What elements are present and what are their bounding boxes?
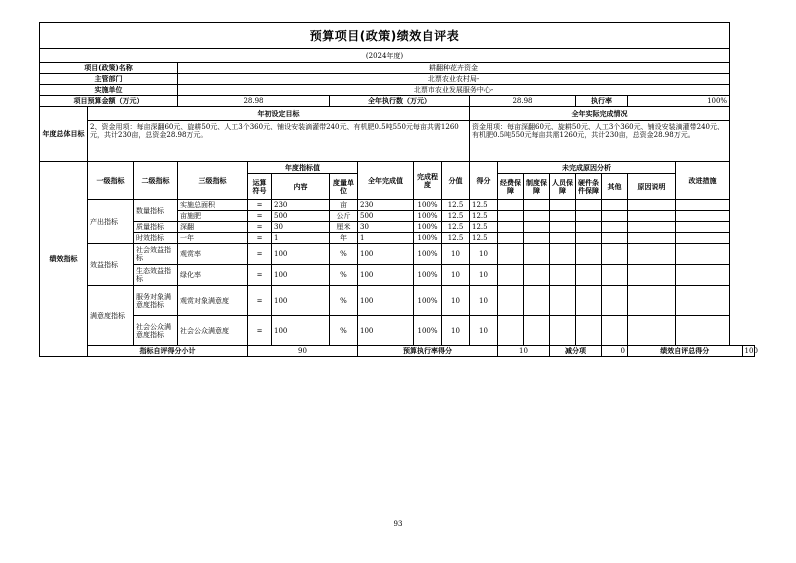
- score-cell: 10: [442, 265, 470, 286]
- total-score-value: 100: [742, 346, 754, 357]
- improvement-header: 改进措施: [676, 162, 730, 200]
- empty-cell: [498, 244, 524, 265]
- done-cell: 100: [358, 286, 414, 316]
- reason-analysis-header: 未完成原因分析: [498, 162, 676, 174]
- degree-cell: 100%: [414, 200, 442, 211]
- done-cell: 100: [358, 316, 414, 346]
- table-row: [40, 244, 755, 265]
- annual-done-header: 全年完成值: [358, 162, 414, 200]
- empty-cell: [628, 200, 676, 211]
- page-number: 93: [393, 520, 403, 528]
- empty-cell: [576, 316, 602, 346]
- project-name-value: 耕翻种花卉资金: [178, 63, 730, 74]
- done-cell: 100: [358, 244, 414, 265]
- empty-cell: [550, 316, 576, 346]
- empty-cell: [676, 200, 730, 211]
- unit-cell: %: [330, 316, 358, 346]
- empty-cell: [498, 200, 524, 211]
- done-cell: 1: [358, 233, 414, 244]
- unit-cell: %: [330, 265, 358, 286]
- level2-cell: 服务对象满意度指标: [134, 286, 178, 316]
- level2-cell: 质量指标: [134, 222, 178, 233]
- empty-cell: [576, 265, 602, 286]
- operator-cell: =: [248, 244, 272, 265]
- empty-cell: [628, 316, 676, 346]
- got-cell: 12.5: [470, 222, 498, 233]
- empty-cell: [498, 211, 524, 222]
- empty-cell: [676, 316, 730, 346]
- got-score-header: 得分: [470, 162, 498, 200]
- empty-cell: [498, 316, 524, 346]
- satisfaction-indicator-group: 满意度指标: [88, 286, 134, 346]
- empty-cell: [602, 233, 628, 244]
- empty-cell: [498, 265, 524, 286]
- empty-cell: [524, 222, 550, 233]
- total-score-label: 绩效自评总得分: [628, 346, 743, 357]
- funding-guarantee-header: 经费保障: [498, 174, 524, 200]
- level1-header: 一级指标: [88, 162, 134, 200]
- content-cell: 100: [272, 265, 330, 286]
- budget-amount-value: 28.98: [178, 96, 330, 107]
- unit-cell: %: [330, 244, 358, 265]
- empty-cell: [550, 265, 576, 286]
- empty-cell: [628, 265, 676, 286]
- department-value: 北票农业农村局-: [178, 74, 730, 85]
- level3-cell: 社会公众满意度: [178, 316, 248, 346]
- budget-execution-score-label: 预算执行率得分: [358, 346, 498, 357]
- empty-cell: [602, 222, 628, 233]
- content-cell: 100: [272, 316, 330, 346]
- score-cell: 10: [442, 244, 470, 265]
- form-year: (2024年度): [40, 49, 730, 63]
- empty-cell: [602, 200, 628, 211]
- self-evaluation-form: [39, 22, 758, 393]
- indicator-subtotal-value: 90: [248, 346, 358, 357]
- actual-completion-header: 全年实际完成情况: [470, 107, 730, 121]
- score-cell: 10: [442, 316, 470, 346]
- done-cell: 500: [358, 211, 414, 222]
- empty-cell: [576, 222, 602, 233]
- got-cell: 10: [470, 316, 498, 346]
- initial-goal-header: 年初设定目标: [88, 107, 470, 121]
- content-cell: 100: [272, 286, 330, 316]
- unit-cell: 厘米: [330, 222, 358, 233]
- empty-cell: [524, 211, 550, 222]
- empty-cell: [550, 211, 576, 222]
- got-cell: 10: [470, 286, 498, 316]
- actual-completion-text: 资金用项：每亩深翻60元、旋耕50元、人工3个360元、铺设安装滴灌带240元、有机肥0.5吨550元每亩共需1260元，共计230亩，总资金28.98万元。: [470, 121, 730, 162]
- level3-cell: 亩施肥: [178, 211, 248, 222]
- hardware-guarantee-header: 硬件条件保障: [576, 174, 602, 200]
- empty-cell: [524, 233, 550, 244]
- level3-header: 三级指标: [178, 162, 248, 200]
- empty-cell: [550, 286, 576, 316]
- output-indicator-group: 产出指标: [88, 200, 134, 244]
- done-cell: 30: [358, 222, 414, 233]
- table-row: [40, 233, 755, 244]
- degree-cell: 100%: [414, 222, 442, 233]
- operator-cell: =: [248, 316, 272, 346]
- operator-cell: =: [248, 233, 272, 244]
- empty-cell: [602, 211, 628, 222]
- evaluation-table: [39, 22, 758, 357]
- degree-cell: 100%: [414, 286, 442, 316]
- level3-cell: 观赏率: [178, 244, 248, 265]
- empty-cell: [676, 222, 730, 233]
- operator-cell: =: [248, 222, 272, 233]
- level3-cell: 一年: [178, 233, 248, 244]
- execution-rate-label: 执行率: [576, 96, 628, 107]
- annual-execution-value: 28.98: [470, 96, 576, 107]
- performance-indicator-label: 绩效指标: [40, 162, 88, 357]
- level2-cell: 社会公众满意度指标: [134, 316, 178, 346]
- done-cell: 100: [358, 265, 414, 286]
- deduction-label: 减分项: [550, 346, 602, 357]
- got-cell: 12.5: [470, 211, 498, 222]
- level3-cell: 实施总面积: [178, 200, 248, 211]
- unit-cell: 亩: [330, 200, 358, 211]
- empty-cell: [628, 211, 676, 222]
- level3-cell: 绿化率: [178, 265, 248, 286]
- content-header: 内容: [272, 174, 330, 200]
- form-title: 预算项目(政策)绩效自评表: [40, 23, 730, 49]
- content-cell: 230: [272, 200, 330, 211]
- content-cell: 500: [272, 211, 330, 222]
- department-label: 主管部门: [40, 74, 178, 85]
- empty-cell: [676, 244, 730, 265]
- empty-cell: [550, 200, 576, 211]
- empty-cell: [498, 233, 524, 244]
- reason-note-header: 原因说明: [628, 174, 676, 200]
- level2-cell: 时效指标: [134, 233, 178, 244]
- score-header: 分值: [442, 162, 470, 200]
- empty-cell: [602, 286, 628, 316]
- table-row: [40, 200, 755, 211]
- initial-goal-text: 2、资金用项：每亩深翻60元、旋耕50元、人工3个360元、铺设安装滴灌带240元、有机肥0.5吨550元每亩共需1260元，共计230亩，总资金28.98万元。: [88, 121, 470, 162]
- empty-cell: [524, 200, 550, 211]
- unit-cell: %: [330, 286, 358, 316]
- score-cell: 12.5: [442, 200, 470, 211]
- level2-cell: 社会效益指标: [134, 244, 178, 265]
- empty-cell: [676, 286, 730, 316]
- system-guarantee-header: 制度保障: [524, 174, 550, 200]
- table-row: [40, 265, 755, 286]
- operator-cell: =: [248, 200, 272, 211]
- empty-cell: [576, 211, 602, 222]
- annual-goal-label: 年度总体目标: [40, 107, 88, 162]
- completion-degree-header: 完成程度: [414, 162, 442, 200]
- budget-amount-label: 项目预算金额（万元）: [40, 96, 178, 107]
- empty-cell: [676, 233, 730, 244]
- degree-cell: 100%: [414, 233, 442, 244]
- empty-cell: [576, 244, 602, 265]
- table-row: [40, 222, 755, 233]
- table-row: [40, 286, 755, 316]
- score-cell: 12.5: [442, 222, 470, 233]
- empty-cell: [628, 222, 676, 233]
- empty-cell: [524, 286, 550, 316]
- degree-cell: 100%: [414, 316, 442, 346]
- benefit-indicator-group: 效益指标: [88, 244, 134, 286]
- got-cell: 12.5: [470, 200, 498, 211]
- summary-row: [40, 346, 755, 357]
- content-cell: 100: [272, 244, 330, 265]
- content-cell: 1: [272, 233, 330, 244]
- level3-cell: 深翻: [178, 222, 248, 233]
- degree-cell: 100%: [414, 244, 442, 265]
- empty-cell: [576, 233, 602, 244]
- score-cell: 12.5: [442, 233, 470, 244]
- deduction-value: 0: [602, 346, 628, 357]
- unit-cell: 年: [330, 233, 358, 244]
- empty-cell: [524, 265, 550, 286]
- content-cell: 30: [272, 222, 330, 233]
- implementing-unit-label: 实施单位: [40, 85, 178, 96]
- operator-cell: =: [248, 211, 272, 222]
- empty-cell: [628, 233, 676, 244]
- operator-header: 运算符号: [248, 174, 272, 200]
- empty-cell: [676, 265, 730, 286]
- got-cell: 10: [470, 265, 498, 286]
- degree-cell: 100%: [414, 211, 442, 222]
- unit-header: 度量单位: [330, 174, 358, 200]
- table-row: [40, 316, 755, 346]
- empty-cell: [602, 265, 628, 286]
- annual-execution-label: 全年执行数（万元）: [330, 96, 470, 107]
- level2-cell: 数量指标: [134, 200, 178, 222]
- level2-cell: 生态效益指标: [134, 265, 178, 286]
- empty-cell: [628, 286, 676, 316]
- operator-cell: =: [248, 265, 272, 286]
- empty-cell: [550, 222, 576, 233]
- empty-cell: [676, 211, 730, 222]
- empty-cell: [602, 244, 628, 265]
- execution-rate-value: 100%: [628, 96, 730, 107]
- staff-guarantee-header: 人员保障: [550, 174, 576, 200]
- empty-cell: [628, 244, 676, 265]
- implementing-unit-value: 北票市农业发展服务中心-: [178, 85, 730, 96]
- empty-cell: [550, 233, 576, 244]
- got-cell: 12.5: [470, 233, 498, 244]
- empty-cell: [576, 286, 602, 316]
- level3-cell: 观赏对象满意度: [178, 286, 248, 316]
- done-cell: 230: [358, 200, 414, 211]
- other-header: 其他: [602, 174, 628, 200]
- got-cell: 10: [470, 244, 498, 265]
- empty-cell: [498, 286, 524, 316]
- project-name-label: 项目(政策)名称: [40, 63, 178, 74]
- indicator-subtotal-label: 指标自评得分小计: [88, 346, 248, 357]
- score-cell: 10: [442, 286, 470, 316]
- empty-cell: [524, 316, 550, 346]
- empty-cell: [602, 316, 628, 346]
- score-cell: 12.5: [442, 211, 470, 222]
- empty-cell: [576, 200, 602, 211]
- level2-header: 二级指标: [134, 162, 178, 200]
- budget-execution-score-value: 10: [498, 346, 550, 357]
- empty-cell: [524, 244, 550, 265]
- degree-cell: 100%: [414, 265, 442, 286]
- annual-target-header: 年度指标值: [248, 162, 358, 174]
- empty-cell: [550, 244, 576, 265]
- unit-cell: 公斤: [330, 211, 358, 222]
- empty-cell: [498, 222, 524, 233]
- operator-cell: =: [248, 286, 272, 316]
